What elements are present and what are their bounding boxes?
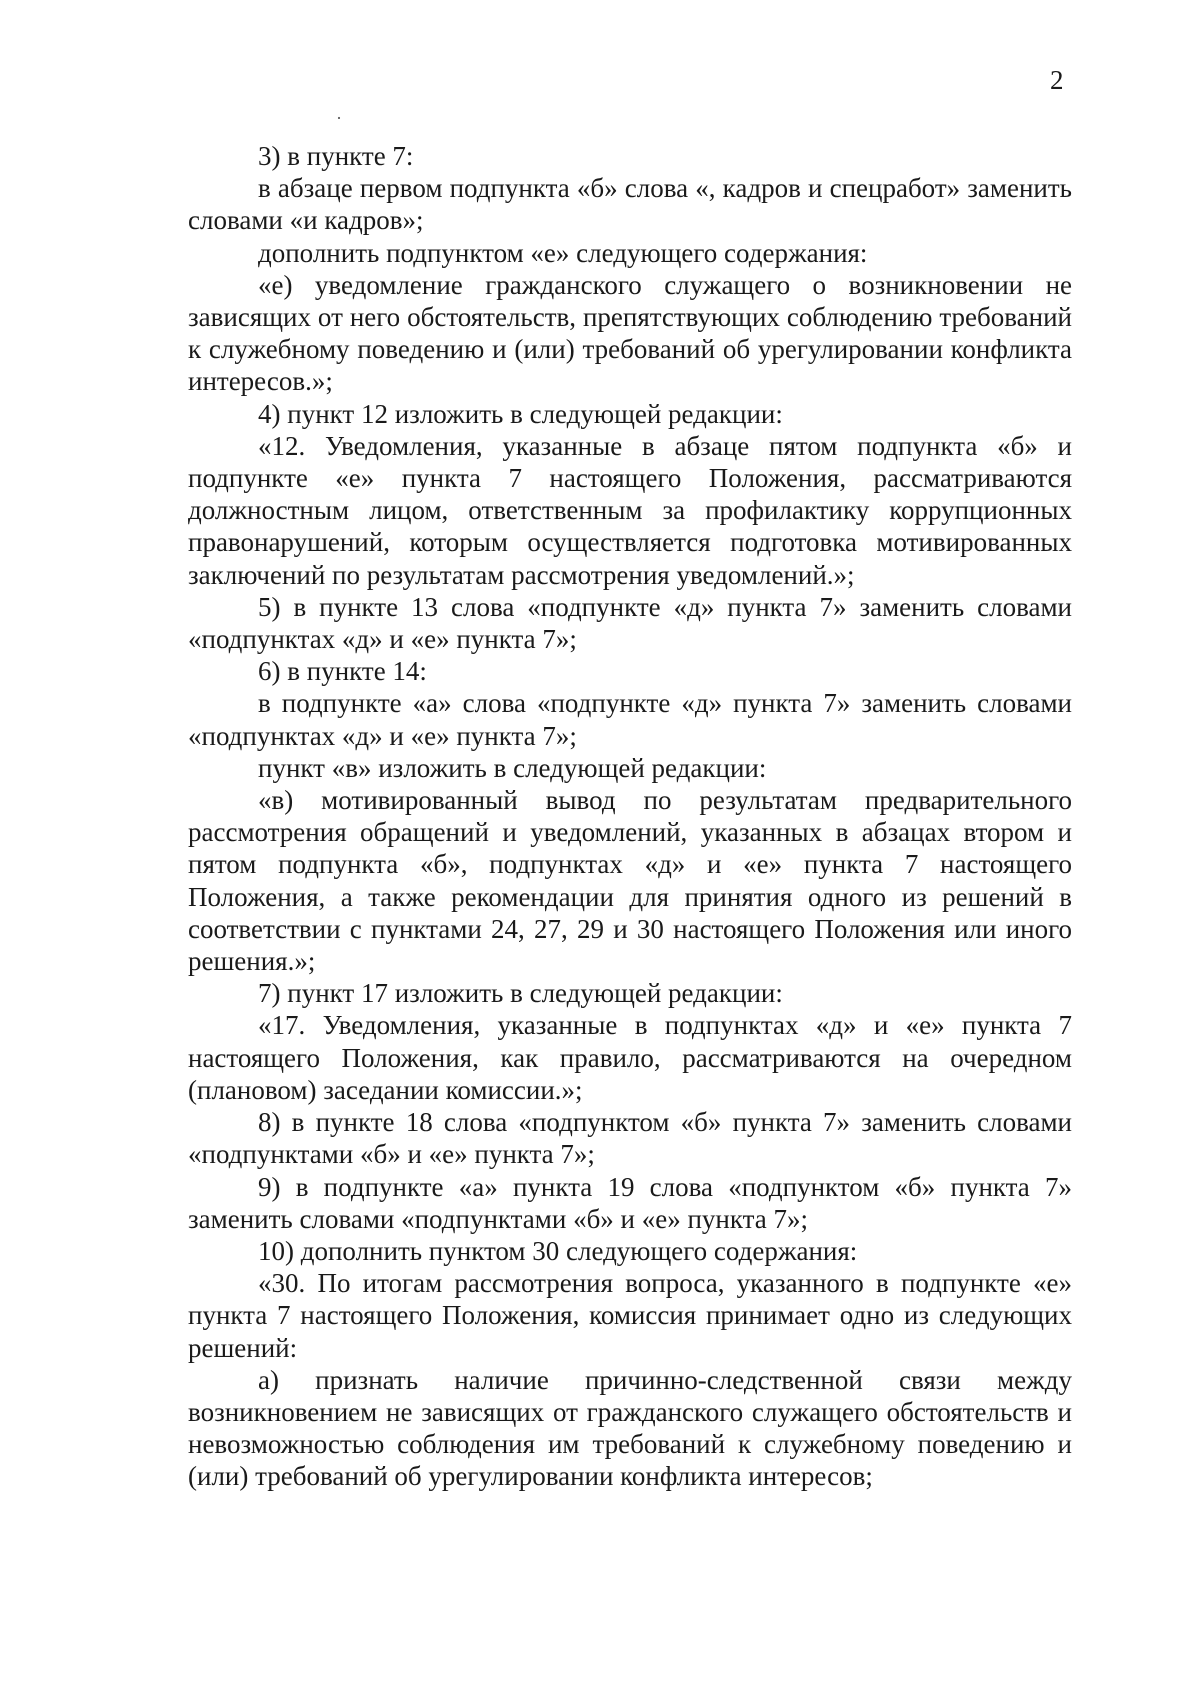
- paragraph-item-9: 9) в подпункте «а» пункта 19 слова «подпунктом «б» пункта 7» заменить словами «подпунктами «б» и «е» пункта 7»;: [188, 1171, 1072, 1234]
- paragraph-point-12-text: «12. Уведомления, указанные в абзаце пятом подпункта «б» и подпункте «е» пункта 7 настоящего Положения, рассматриваются должностным лицом, ответственным за профилактику коррупционных правонарушений, которым осуществляется подготовка мотивированных заключений по результатам рассмотрения уведомлений.»;: [188, 430, 1072, 590]
- paragraph-point-v-intro: пункт «в» изложить в следующей редакции:: [258, 752, 767, 783]
- paragraph-subitem-e-text: «е) уведомление гражданского служащего о возникновении не зависящих от него обстоятельств, препятствующих соблюдению требований к служебному поведению и (или) требований об урегулировании конфликта интересов.»;: [188, 269, 1072, 397]
- paragraph-point-v-text: «в) мотивированный вывод по результатам предварительного рассмотрения обращений и уведомлений, указанных в абзацах втором и пятом подпункта «б», подпунктах «д» и «е» пункта 7 настоящего Положения, а также рекомендации для принятия одного из решений в соответствии с пунктами 24, 27, 29 и 30 настоящего Положения или иного решения.»;: [188, 785, 1072, 977]
- scan-mark: ·: [336, 108, 342, 128]
- paragraph-item-3: 3) в пункте 7:: [258, 141, 414, 171]
- paragraph-point-30-text: «30. По итогам рассмотрения вопроса, указанного в подпункте «е» пункта 7 настоящего Положения, комиссия принимает одно из следующих решений:: [188, 1268, 1072, 1363]
- paragraph-point-30-a: а) признать наличие причинно-следственной связи между возникновением не зависящих от гражданского служащего обстоятельств и невозможностью соблюдения им требований к служебному поведению и (или) требований об урегулировании конфликта интересов;: [188, 1364, 1072, 1492]
- paragraph-item-6: 6) в пункте 14:: [258, 656, 427, 687]
- paragraph-item-5: 5) в пункте 13 слова «подпункте «д» пункта 7» заменить словами «подпунктах «д» и «е» пункта 7»;: [188, 591, 1072, 655]
- paragraph-subitem-a-amendment: в подпункте «а» слова «подпункте «д» пункта 7» заменить словами «подпунктах «д» и «е» пункта 7»;: [188, 688, 1072, 751]
- document-body: [188, 140, 1072, 1493]
- paragraph-subitem-b-amendment: в абзаце первом подпункта «б» слова «, кадров и спецработ» заменить словами «и кадров»;: [188, 173, 1072, 236]
- page-number: 2: [1050, 65, 1064, 95]
- paragraph-point-17-text: «17. Уведомления, указанные в подпунктах «д» и «е» пункта 7 настоящего Положения, как правило, рассматриваются на очередном (плановом) заседании комиссии.»;: [188, 1010, 1072, 1105]
- paragraph-item-7: 7) пункт 17 изложить в следующей редакции:: [258, 978, 783, 1009]
- paragraph-item-8: 8) в пункте 18 слова «подпунктом «б» пункта 7» заменить словами «подпунктами «б» и «е» пункта 7»;: [188, 1107, 1072, 1170]
- paragraph-item-4: 4) пункт 12 изложить в следующей редакции:: [258, 398, 783, 429]
- paragraph-add-subitem-e: дополнить подпунктом «е» следующего содержания:: [258, 237, 868, 268]
- paragraph-item-10: 10) дополнить пунктом 30 следующего содержания:: [258, 1235, 858, 1266]
